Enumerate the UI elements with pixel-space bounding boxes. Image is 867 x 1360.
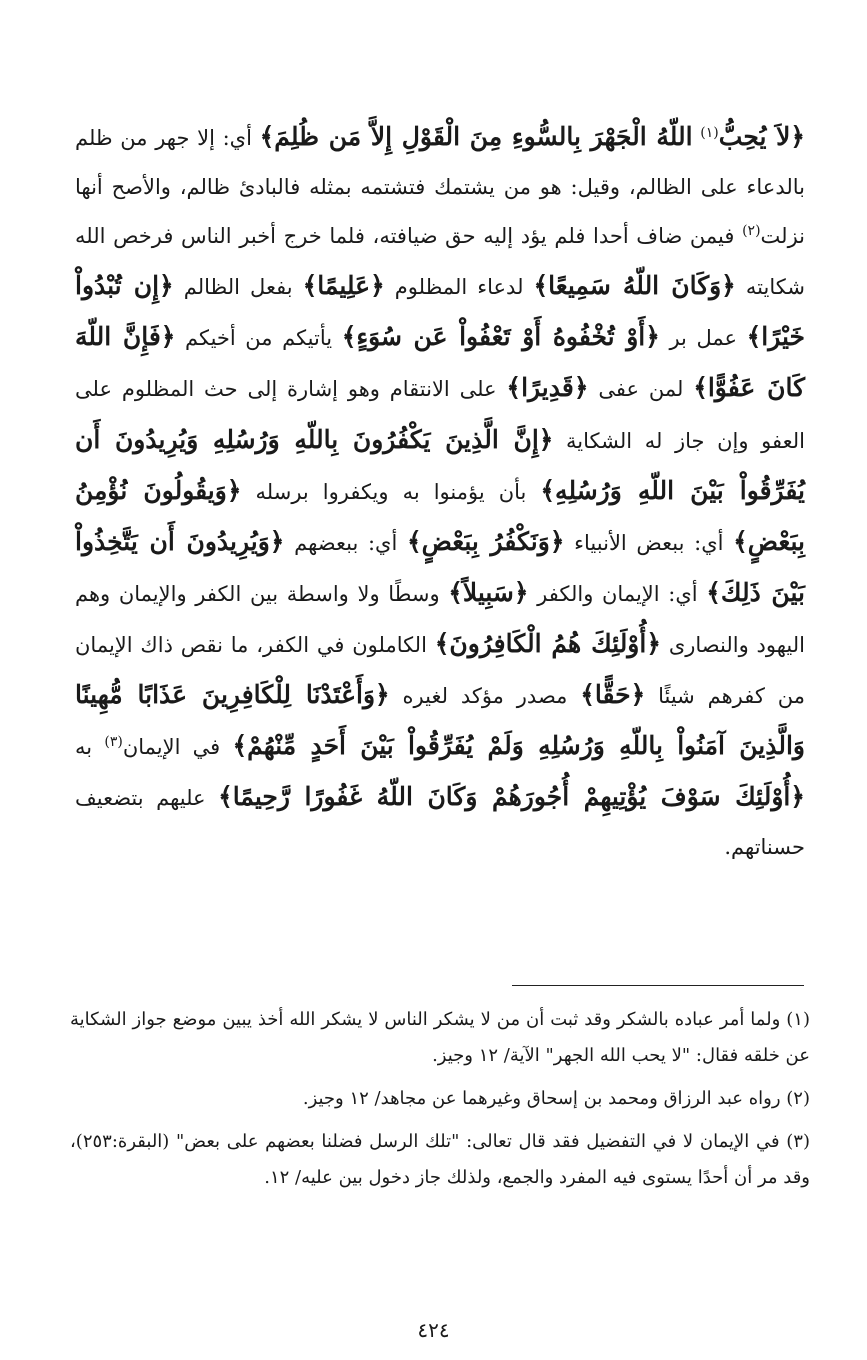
commentary: على الانتقام وهو إشارة إلى حث المظلوم على العفو وإن جاز له الشكاية — [75, 377, 805, 453]
footnote-divider — [512, 985, 804, 986]
commentary: عمل بر — [669, 326, 738, 351]
quran-verse: ﴿أُوْلَئِكَ سَوْفَ يُؤْتِيهِمْ أُجُورَهُمْ وَكَانَ اللّهُ غَفُورًا رَّحِيمًا﴾ — [218, 782, 806, 812]
commentary: أي: ببعضهم — [294, 530, 398, 555]
quran-verse: ﴿وَكَانَ اللّهُ سَمِيعًا﴾ — [533, 271, 736, 301]
quran-verse: ﴿إِن تُبْدُواْ خَيْرًا﴾ — [75, 271, 805, 352]
quran-verse: ﴿وَيقُولُونَ نُؤْمِنُ بِبَعْضٍ﴾ — [75, 475, 805, 556]
quran-verse: ﴿وَنَكْفُرُ بِبَعْضٍ﴾ — [407, 526, 565, 556]
commentary: يأتيكم من أخيكم — [185, 326, 333, 351]
commentary: بفعل الظالم — [183, 275, 293, 300]
footnotes — [70, 1002, 810, 1203]
quran-verse: ﴿عَلِيمًا﴾ — [302, 271, 385, 301]
commentary: به — [75, 735, 93, 760]
footnote-ref-2: (٢) — [742, 223, 761, 240]
commentary: فيمن ضاف أحدا فلم يؤد إليه حق ضيافته، فلما خرج أخبر الناس فرخص الله شكايته — [75, 224, 805, 300]
commentary: في الإيمان — [122, 735, 221, 760]
commentary: أي: ببعض الأنبياء — [574, 530, 724, 555]
quran-verse: ﴿وَأَعْتَدْنَا لِلْكَافِرِينَ عَذَابًا مُّهِينًا وَالَّذِينَ آمَنُواْ بِاللّهِ وَرُسُلِهِ وَلَمْ يُفَرِّقُواْ بَيْنَ أَحَدٍ مِّنْهُمْ﴾ — [75, 680, 805, 761]
quran-verse: ﴿قَدِيرًا﴾ — [506, 373, 589, 403]
commentary: عليهم بتضعيف حسناتهم. — [75, 786, 805, 860]
commentary: أي: إلا جهر من ظلم بالدعاء على الظالم، وقيل: هو من يشتمك فتشتمه بمثله فالبادئ ظالم، والأصح أنها نزلت — [75, 126, 805, 249]
quran-verse: ﴿سَبِيلاً﴾ — [448, 577, 529, 607]
footnote-1: (١) ولما أمر عباده بالشكر وقد ثبت أن من لا يشكر الناس لا يشكر الله أخذ يبين موضع جواز الشكاية عن خلقه فقال: "لا يحب الله الجهر" الآية/ ١٢ وجيز. — [70, 1009, 810, 1066]
quran-verse: ﴿إِنَّ الَّذِينَ يَكْفُرُونَ بِاللّهِ وَرُسُلِهِ وَيُرِيدُونَ أَن يُفَرِّقُواْ بَيْنَ اللّهِ وَرُسُلِهِ﴾ — [75, 424, 805, 505]
commentary: بأن يؤمنوا به ويكفروا برسله — [255, 479, 527, 504]
footnote-2: (٢) رواه عبد الرزاق ومحمد بن إسحاق وغيرهما عن مجاهد/ ١٢ وجيز. — [302, 1088, 810, 1109]
quran-verse: ﴿أُوْلَئِكَ هُمُ الْكَافِرُونَ﴾ — [434, 628, 661, 658]
footnote-ref-3: (٣) — [104, 734, 123, 751]
quran-verse: ﴿لاَ يُحِبُّ — [718, 122, 806, 151]
quran-verse: ﴿فَإِنَّ اللّهَ كَانَ عَفُوًّا﴾ — [75, 322, 806, 403]
commentary: وسطًا ولا واسطة بين الكفر والإيمان وهم اليهود والنصارى — [75, 581, 805, 657]
main-text — [75, 112, 805, 872]
commentary: لدعاء المظلوم — [394, 275, 524, 300]
quran-verse: اللّهُ الْجَهْرَ بِالسُّوءِ مِنَ الْقَوْلِ إِلاَّ مَن ظُلِمَ﴾ — [259, 122, 693, 151]
quran-verse: ﴿حَقًّا﴾ — [580, 680, 646, 710]
footnote-3: (٣) في الإيمان لا في التفضيل فقد قال تعالى: "تلك الرسل فضلنا بعضهم على بعض" (البقرة:٢٥٣)، وقد مر أن أحدًا يستوى فيه المفرد والجمع، ولذلك جاز دخول بين عليه/ ١٢. — [70, 1131, 810, 1188]
quran-verse: ﴿أَوْ تُخْفُوهُ أَوْ تَعْفُواْ عَن سُوَءٍ﴾ — [341, 322, 660, 352]
quran-verse: ﴿وَيُرِيدُونَ أَن يَتَّخِذُواْ بَيْنَ ذَلِكَ﴾ — [75, 526, 805, 607]
page-number: ٤٢٤ — [417, 1318, 450, 1342]
commentary: لمن عفى — [598, 377, 684, 402]
commentary: الكاملون في الكفر، ما نقص ذاك الإيمان من كفرهم شيئًا — [75, 632, 805, 709]
commentary: مصدر مؤكد لغيره — [402, 684, 568, 709]
commentary: أي: الإيمان والكفر — [537, 581, 698, 606]
footnote-ref-1: (١) — [700, 125, 719, 141]
